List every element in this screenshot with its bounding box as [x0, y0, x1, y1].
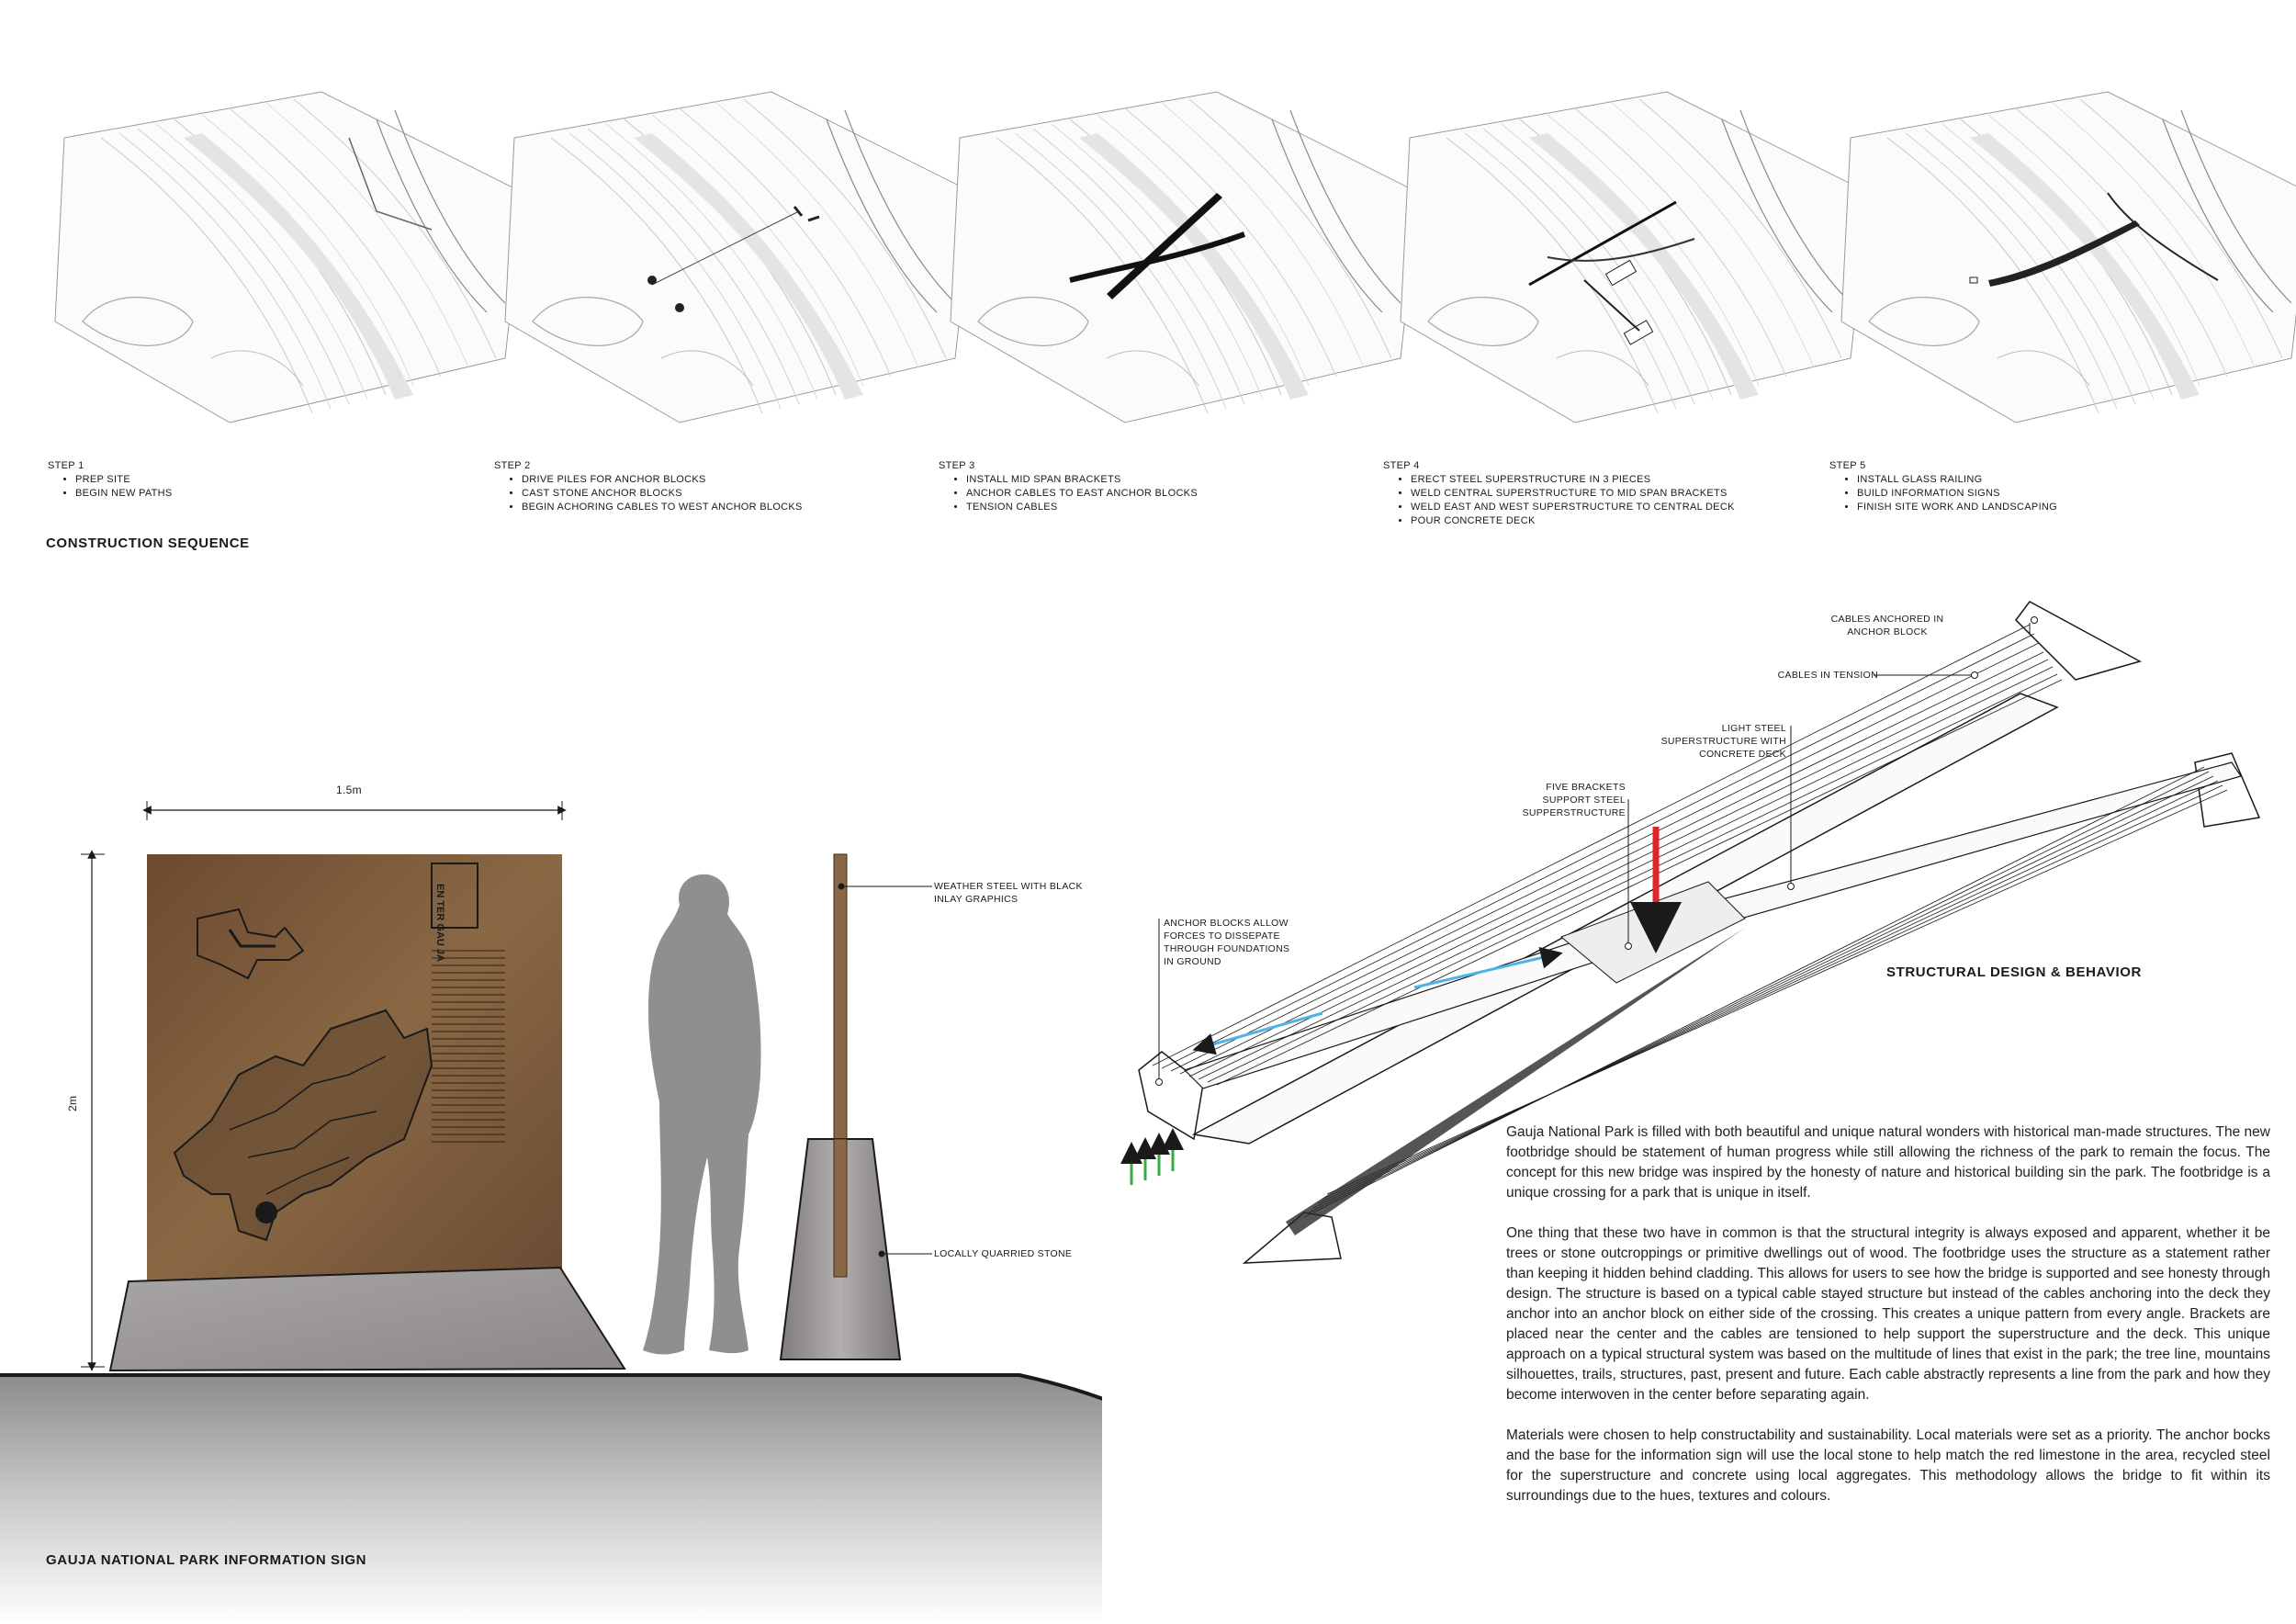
step-label: STEP 4 — [1383, 460, 1420, 471]
step-item: • ANCHOR CABLES TO EAST ANCHOR BLOCKS — [966, 487, 1198, 501]
stone-sign-base — [110, 1268, 625, 1370]
step-item: • WELD CENTRAL SUPERSTRUCTURE TO MID SPAN BRACKETS — [1411, 487, 1735, 501]
step-3-text — [939, 459, 1198, 514]
callout-anchor-blocks: ANCHOR BLOCKS ALLOW FORCES TO DISSEPATE THROUGH FOUNDATIONS IN GROUND — [1164, 918, 1290, 967]
force-arrows-green — [1131, 1139, 1173, 1185]
step-1-text — [48, 459, 173, 501]
step-item: • FINISH SITE WORK AND LANDSCAPING — [1857, 501, 2057, 514]
step-item: • INSTALL MID SPAN BRACKETS — [966, 473, 1198, 487]
anchor-block-ne — [2016, 602, 2140, 680]
anchor-block-w — [1139, 1052, 1203, 1139]
step-item: • POUR CONCRETE DECK — [1411, 514, 1735, 528]
site-plan-step-3 — [941, 83, 1419, 432]
sign-elevation-drawing — [0, 790, 1102, 1624]
step-item: • BEGIN NEW PATHS — [75, 487, 173, 501]
step-label: STEP 2 — [494, 460, 531, 471]
logo-text: EN TER GAU JA — [434, 884, 445, 962]
step-item: • INSTALL GLASS RAILING — [1857, 473, 2057, 487]
step-item: • WELD EAST AND WEST SUPERSTRUCTURE TO CENTRAL DECK — [1411, 501, 1735, 514]
step-item: • PREP SITE — [75, 473, 173, 487]
person-silhouette — [643, 874, 761, 1355]
callout-local-stone: LOCALLY QUARRIED STONE — [934, 1248, 1073, 1259]
step-label: STEP 5 — [1829, 460, 1866, 471]
ground-section — [0, 1375, 1102, 1624]
site-plan-step-4 — [1391, 83, 1869, 432]
step-2-text — [494, 459, 803, 514]
step-5-text — [1829, 459, 2057, 514]
callout-weather-steel: WEATHER STEEL WITH BLACK INLAY GRAPHICS — [934, 881, 1083, 905]
height-dimension-label: 2m — [66, 1095, 79, 1111]
description-paragraph-2: One thing that these two have in common is that the structural integrity is always exposed and apparent, whether it be trees or stone outcroppings or primitive dwellings out of wood. The footbridge uses the structure as a statement rather than keeping it hidden behind cladding. This allows for users to see how the bridge is supported and see honesty through design. The structure is based on a typical cable stayed structure but instead of the cables anchoring into the deck they anchor into an anchor block on either side of the crossing. This creates a unique pattern from every angle. Brackets are placed near the center and the cables are tensioned to help support the superstructure and the deck. This unique approach on a typical structural system was based on the multitude of lines that exist in the park; the tree line, mountains silhouettes, trails, structures, past, present and future. Each cable abstractly represents a line from the park and how they become interwoven in the center before separating again. — [1506, 1225, 2270, 1403]
description-paragraph-3: Materials were chosen to help constructability and sustainability. Local materials were set as a priority. The anchor bocks and the base for the information sign will use the local stone to help match the red limestone in the area, recycled steel for the superstructure and concrete using local aggregates. This methodology allows the bridge to fit within its surroundings due to the hues, textures and colours. — [1506, 1427, 2270, 1504]
step-label: STEP 3 — [939, 460, 975, 471]
step-label: STEP 1 — [48, 460, 84, 471]
callout-brackets: FIVE BRACKETS SUPPORT STEEL SUPPERSTRUCTURE — [1522, 782, 1626, 818]
width-dimension-label: 1.5m — [336, 784, 362, 796]
description-text — [1506, 1122, 2270, 1506]
step-item: • CAST STONE ANCHOR BLOCKS — [522, 487, 803, 501]
site-plan-step-1 — [46, 83, 523, 432]
callout-superstructure: LIGHT STEEL SUPERSTRUCTURE WITH CONCRETE DECK — [1660, 723, 1786, 760]
callout-cables-anchored: CABLES ANCHORED IN ANCHOR BLOCK — [1830, 614, 1944, 637]
step-item: • BUILD INFORMATION SIGNS — [1857, 487, 2057, 501]
site-plan-step-2 — [496, 83, 974, 432]
step-item: • DRIVE PILES FOR ANCHOR BLOCKS — [522, 473, 803, 487]
structure-title: STRUCTURAL DESIGN & BEHAVIOR — [1886, 964, 2142, 980]
step-item: • TENSION CABLES — [966, 501, 1198, 514]
step-4-text — [1383, 459, 1735, 528]
step-item: • BEGIN ACHORING CABLES TO WEST ANCHOR BLOCKS — [522, 501, 803, 514]
step-item: • ERECT STEEL SUPERSTRUCTURE IN 3 PIECES — [1411, 473, 1735, 487]
construction-sequence-title: CONSTRUCTION SEQUENCE — [46, 536, 250, 551]
callout-cables-tension: CABLES IN TENSION — [1777, 670, 1878, 681]
sign-title: GAUJA NATIONAL PARK INFORMATION SIGN — [46, 1552, 367, 1568]
site-plan-step-5 — [1832, 83, 2296, 432]
description-paragraph-1: Gauja National Park is filled with both beautiful and unique natural wonders with historical man-made structures. The new footbridge should be statement of human progress while still allowing the richness of the park to remain the focus. The concept for this new bridge was inspired by the honesty of nature and historical building sin the park. The footbridge is a unique crossing for a park that is unique in itself. — [1506, 1124, 2270, 1201]
